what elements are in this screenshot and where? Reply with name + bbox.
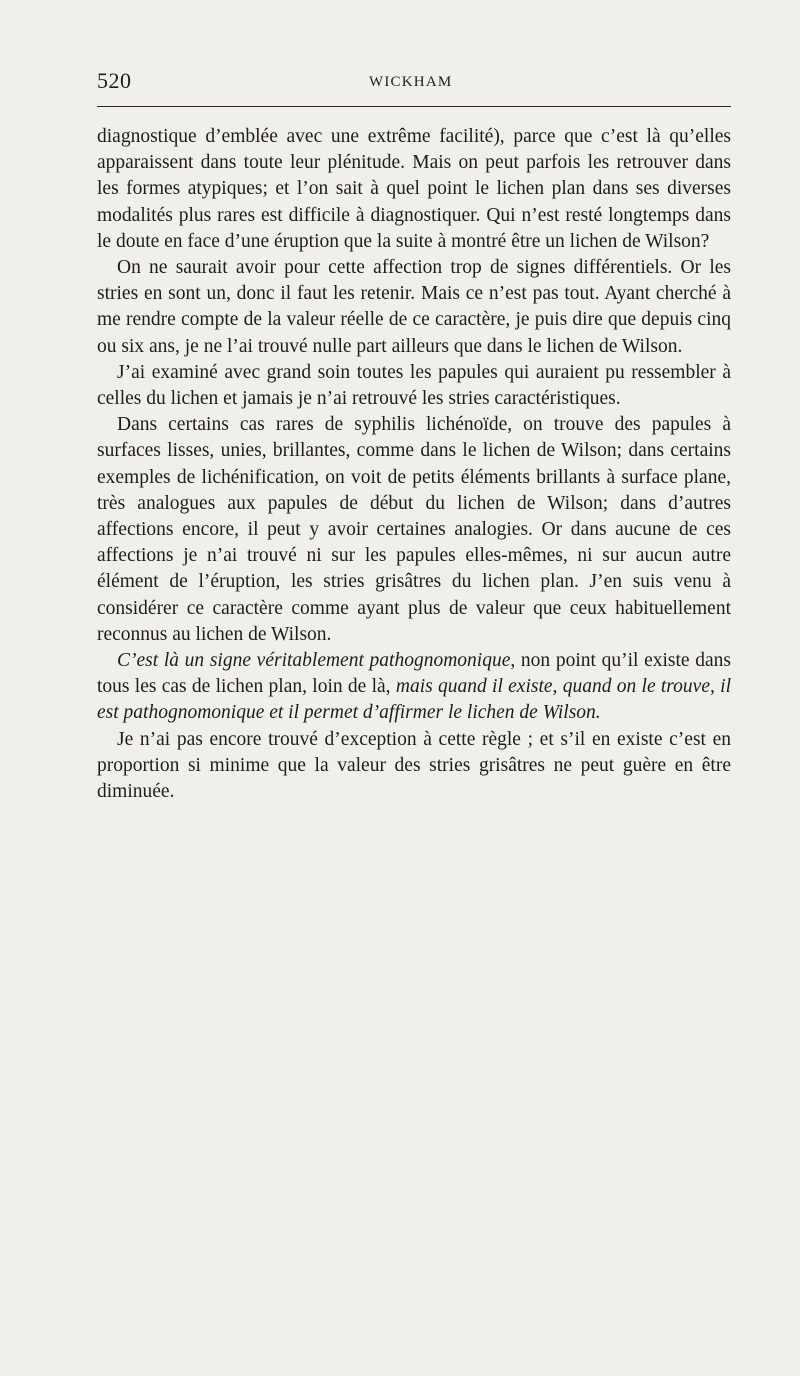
paragraph-3: J’ai examiné avec grand soin toutes les papules qui auraient pu ressembler à celles du lichen et jamais je n’ai retrouvé les stries caractéristiques.: [97, 361, 731, 410]
running-head: WICKHAM: [369, 74, 453, 90]
paragraph-2: On ne saurait avoir pour cette affection trop de signes différentiels. Or les stries en sont un, donc il faut les retenir. Mais ce n’est pas tout. Ayant cherché à me rendre compte de la valeur réelle de ce caractère, je puis dire que depuis cinq ou six ans, je ne l’ai trouvé nulle part ailleurs que dans le lichen de Wilson.: [97, 257, 731, 357]
paragraph-6: Je n’ai pas encore trouvé d’exception à cette règle ; et s’il en existe c’est en proportion si minime que la valeur des stries grisâtres ne peut guère en être diminuée.: [97, 728, 731, 803]
roman-phrase: , non point qu’il existe dans tous les cas de lichen plan, loin de là,: [97, 650, 731, 698]
paragraph-4: Dans certains cas rares de syphilis lichénoïde, on trouve des papules à surfaces lisses, unies, brillantes, comme dans le lichen de Wilson; dans certains exemples de lichénification, on voit de petits éléments brillants à surface plane, très analogues aux papules de début du lichen de Wilson; dans d’autres affections encore, il peut y avoir certaines analogies. Or dans aucune de ces affections je n’ai trouvé ni sur les papules elles-mêmes, ni sur aucun autre élément de l’éruption, les stries grisâtres du lichen plan. J’en suis venu à considérer ce caractère comme ayant plus de valeur que ceux habituellement reconnus au lichen de Wilson.: [97, 414, 731, 645]
italic-phrase-2: mais quand il existe, quand on le trouve, il est pathognomonique et il permet d’affirmer le lichen de Wilson.: [97, 676, 731, 724]
header-rule: [97, 106, 731, 107]
paragraph-5: [97, 648, 731, 727]
paragraph-1: diagnostique d’emblée avec une extrême facilité), parce que c’est là qu’elles apparaissent dans toute leur plénitude. Mais on peut parfois les retrouver dans les formes atypiques; et l’on sait à quel point le lichen plan dans ses diverses modalités plus rares est difficile à diagnostiquer. Qui n’est resté longtemps dans le doute en face d’une éruption que la suite à montré être un lichen de Wilson?: [97, 126, 731, 252]
body-text: [97, 124, 731, 805]
italic-phrase-1: C’est là un signe véritablement pathognomonique: [117, 650, 511, 672]
page-header: [97, 68, 731, 102]
page-number: 520: [97, 68, 132, 93]
